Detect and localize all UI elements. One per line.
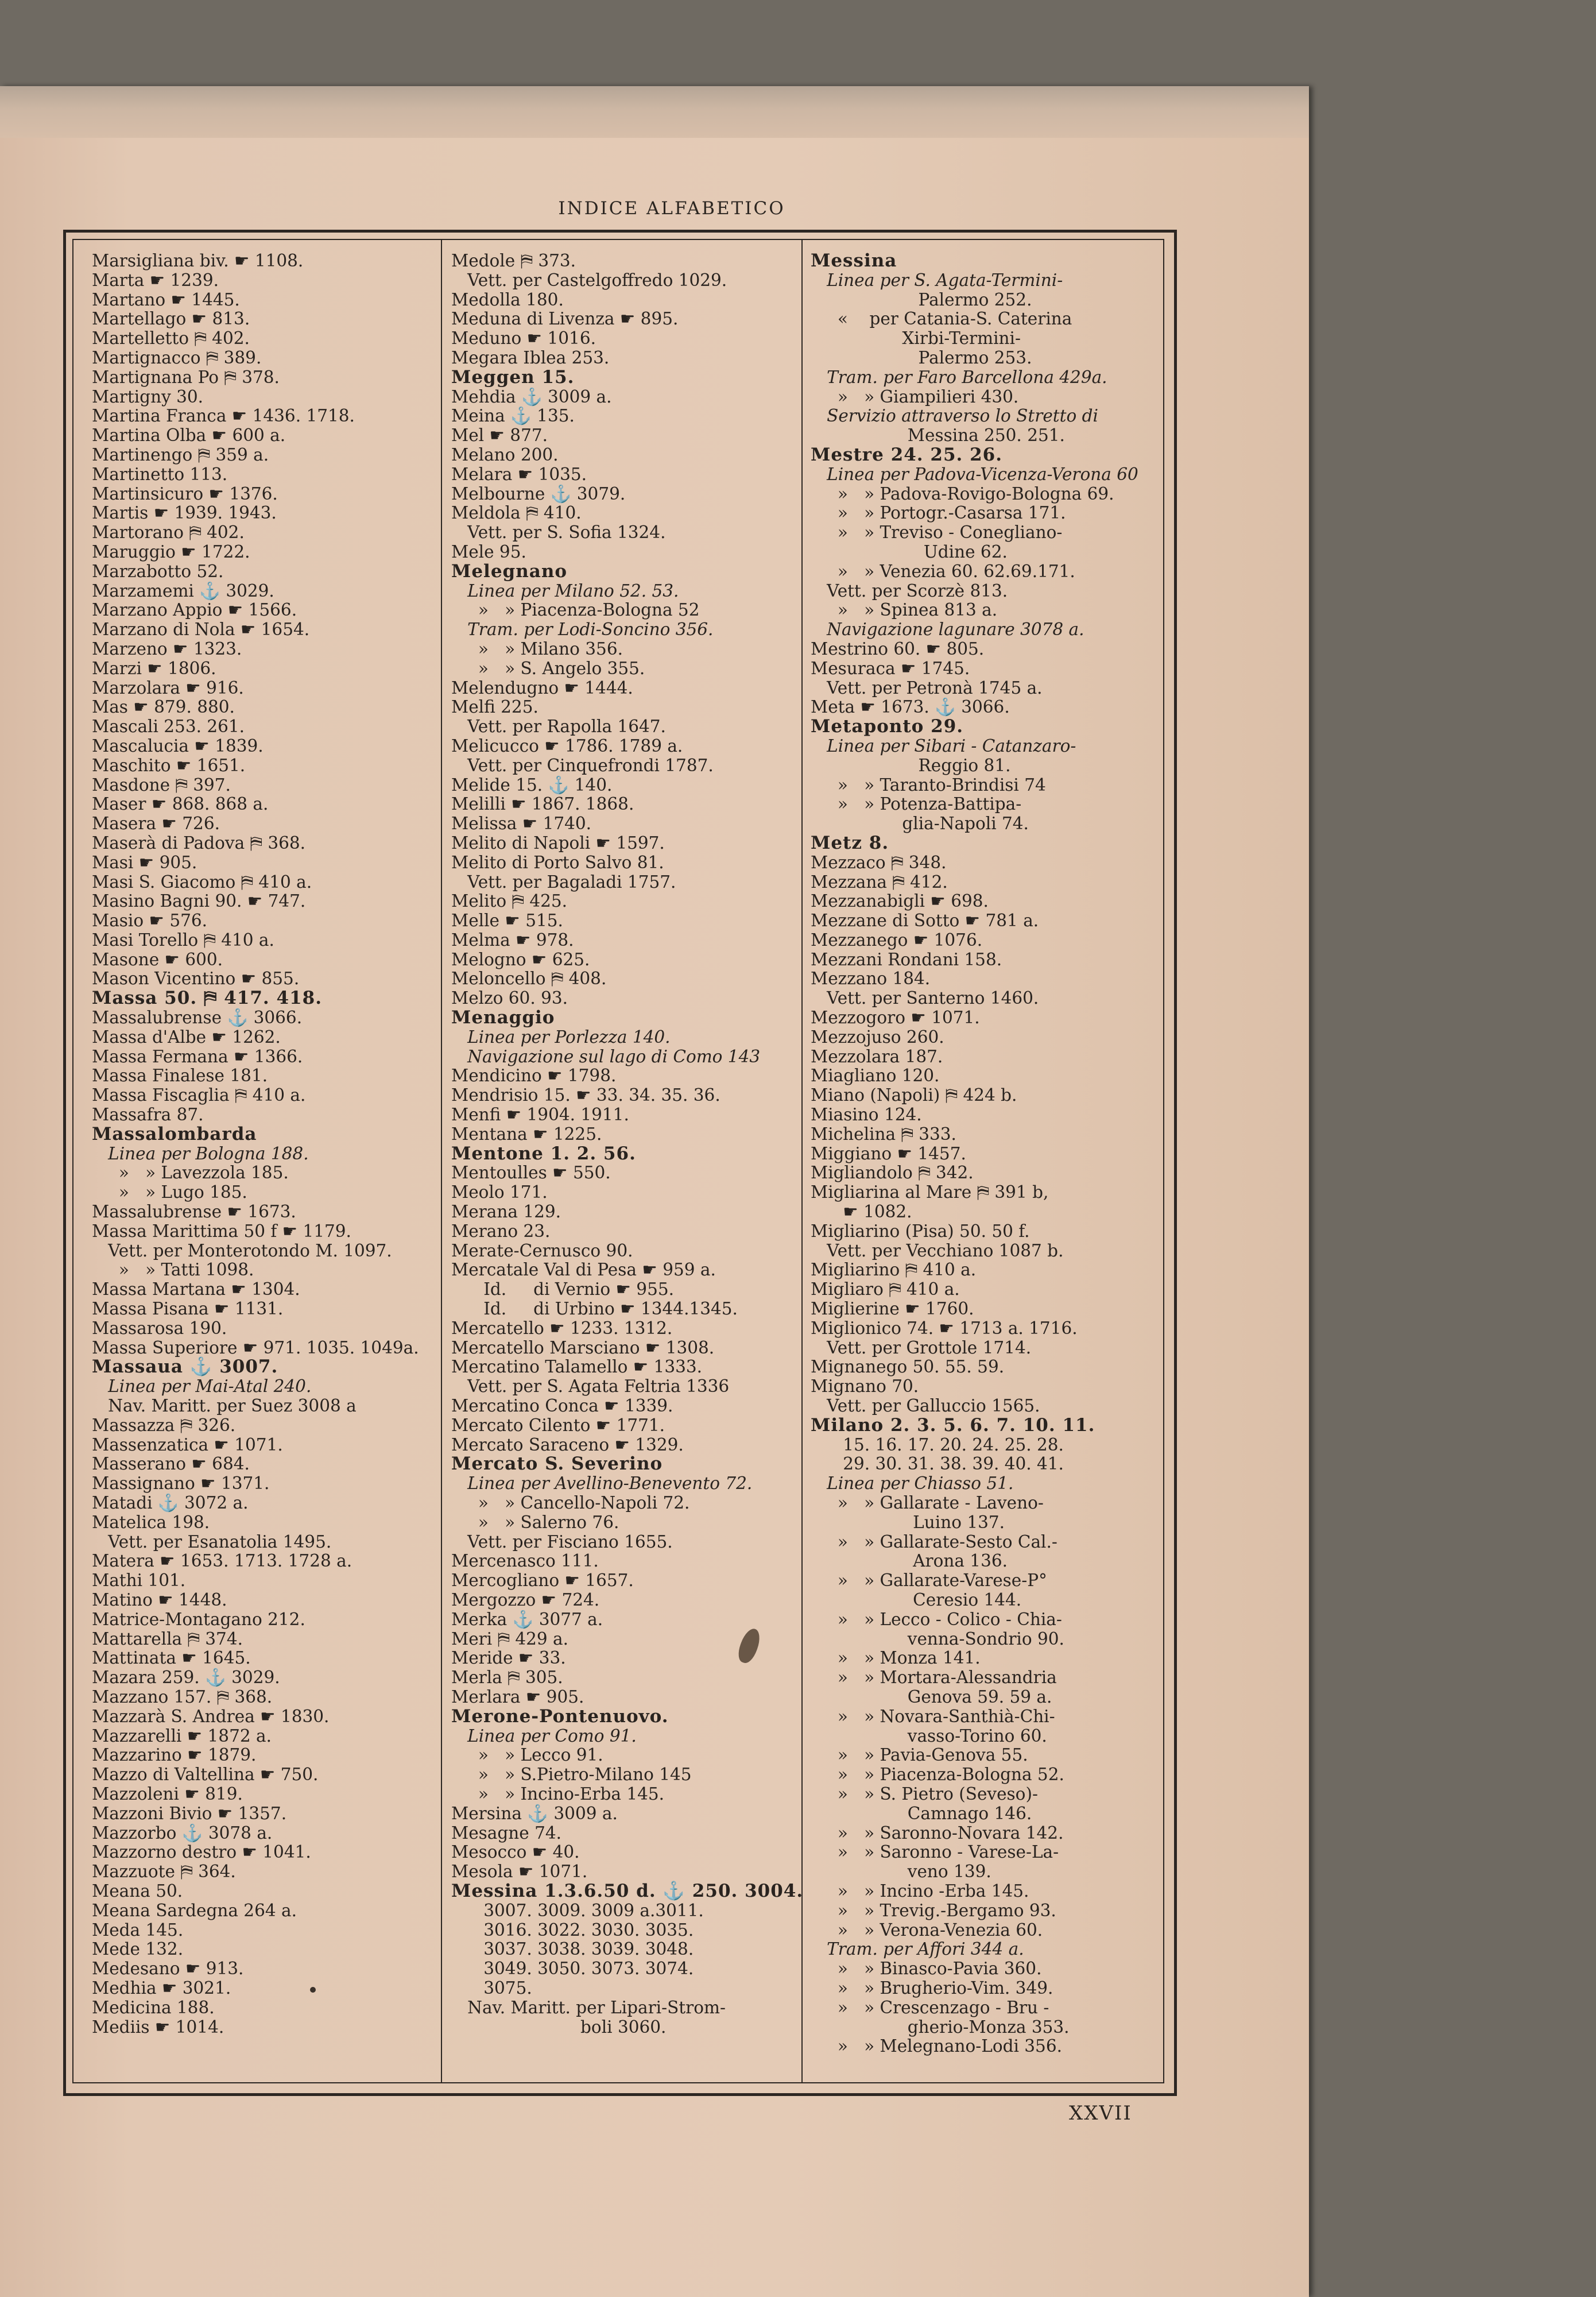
index-entry: Navigazione lagunare 3078 a.: [811, 620, 1084, 640]
index-entry: » » Mortara-Alessandria: [811, 1668, 1057, 1688]
index-entry: Megara Iblea 253.: [451, 347, 610, 368]
index-heading: Mestre 24. 25. 26.: [811, 444, 1003, 465]
index-entry: Martis ☛ 1939. 1943.: [92, 503, 277, 523]
index-entry: Linea per Porlezza 140.: [451, 1027, 671, 1047]
index-entry: Vett. per Esanatolia 1495.: [92, 1532, 332, 1552]
index-entry: Mattarella ⛿ 374.: [92, 1629, 243, 1649]
index-entry: » » Gallarate-Varese-P°: [811, 1571, 1047, 1591]
index-entry: Vett. per Bagaladi 1757.: [451, 872, 676, 892]
index-entry: Melfi 225.: [451, 697, 539, 717]
index-entry: Medole ⛿ 373.: [451, 251, 576, 270]
index-entry: Merla ⛿ 305.: [451, 1668, 563, 1688]
index-entry: Linea per Sibari - Catanzaro-: [811, 736, 1076, 756]
index-entry: Matino ☛ 1448.: [92, 1590, 227, 1610]
index-entry: Masone ☛ 600.: [92, 949, 223, 969]
index-entry: Martinsicuro ☛ 1376.: [92, 484, 278, 504]
index-heading: Messina: [811, 250, 897, 271]
index-entry: Mazzarelli ☛ 1872 a.: [92, 1726, 272, 1746]
index-entry: Meolo 171.: [451, 1182, 548, 1202]
index-entry: Mediis ☛ 1014.: [92, 2017, 224, 2037]
index-heading: Massalombarda: [92, 1123, 257, 1144]
index-entry: Maschito ☛ 1651.: [92, 755, 246, 775]
index-entry: 29. 30. 31. 38. 39. 40. 41.: [811, 1454, 1064, 1474]
index-entry: » » Lugo 185.: [92, 1182, 247, 1202]
index-entry: Maruggio ☛ 1722.: [92, 542, 250, 562]
index-entry: Vett. per Cinquefrondi 1787.: [451, 755, 714, 775]
index-entry: 3049. 3050. 3073. 3074.: [451, 1959, 694, 1979]
index-entry: » » Trevig.-Bergamo 93.: [811, 1900, 1056, 1920]
index-entry: Mignano 70.: [811, 1376, 919, 1397]
index-entry: » » Saronno-Novara 142.: [811, 1823, 1064, 1843]
index-entry: » » Lecco - Colico - Chia-: [811, 1609, 1062, 1629]
index-entry: Mercatino Conca ☛ 1339.: [451, 1396, 673, 1416]
index-heading: Mercato S. Severino: [451, 1453, 663, 1475]
index-entry: » » Saronno - Varese-La-: [811, 1842, 1059, 1862]
index-entry: Medesano ☛ 913.: [92, 1959, 244, 1979]
index-entry: Meda 145.: [92, 1920, 184, 1940]
index-entry: Mehdia ⚓ 3009 a.: [451, 386, 612, 407]
index-entry: » » Crescenzago - Bru -: [811, 1997, 1049, 2017]
index-entry: » » Monza 141.: [811, 1648, 981, 1668]
index-entry: Meina ⚓ 135.: [451, 406, 575, 426]
index-entry: » » Gallarate - Laveno-: [811, 1493, 1044, 1513]
column-divider-1: [441, 239, 442, 2082]
index-entry: veno 139.: [811, 1862, 991, 1882]
index-entry: Martelletto ⛿ 402.: [92, 328, 250, 349]
index-entry: Palermo 252.: [811, 289, 1032, 310]
index-entry: Massignano ☛ 1371.: [92, 1474, 270, 1494]
index-entry: Melogno ☛ 625.: [451, 949, 590, 969]
index-entry: Matadi ⚓ 3072 a.: [92, 1493, 249, 1513]
index-entry: Miagliano 120.: [811, 1066, 940, 1086]
index-entry: » » Incino-Erba 145.: [451, 1784, 664, 1804]
index-entry: Masino Bagni 90. ☛ 747.: [92, 891, 306, 911]
index-entry: Melito di Napoli ☛ 1597.: [451, 833, 665, 853]
index-entry: Mercato Cilento ☛ 1771.: [451, 1415, 665, 1435]
index-entry: Vett. per Monterotondo M. 1097.: [92, 1240, 392, 1260]
index-entry: Meduna di Livenza ☛ 895.: [451, 309, 679, 329]
index-entry: Martellago ☛ 813.: [92, 309, 250, 329]
index-heading: Massaua ⚓ 3007.: [92, 1356, 278, 1378]
index-entry: Tram. per Faro Barcellona 429a.: [811, 367, 1107, 387]
index-entry: Messina 250. 251.: [811, 426, 1065, 446]
index-entry: Miano (Napoli) ⛿ 424 b.: [811, 1085, 1017, 1105]
index-entry: Mentoulles ☛ 550.: [451, 1163, 611, 1183]
index-entry: Mede 132.: [92, 1939, 184, 1959]
index-entry: Melicucco ☛ 1786. 1789 a.: [451, 736, 683, 756]
index-entry: Meloncello ⛿ 408.: [451, 969, 607, 989]
index-column-2: [451, 252, 803, 2037]
index-entry: Tram. per Lodi-Soncino 356.: [451, 620, 714, 640]
index-entry: Martano ☛ 1445.: [92, 289, 240, 310]
index-entry: Mercenasco 111.: [451, 1551, 599, 1571]
index-entry: Linea per S. Agata-Termini-: [811, 270, 1063, 290]
index-entry: Linea per Chiasso 51.: [811, 1474, 1014, 1494]
index-entry: Mercatello Marsciano ☛ 1308.: [451, 1337, 715, 1358]
index-entry: Mascali 253. 261.: [92, 717, 245, 737]
index-entry: Migliaro ⛿ 410 a.: [811, 1279, 960, 1300]
index-entry: Vett. per S. Agata Feltria 1336: [451, 1376, 730, 1397]
index-entry: Marzano Appio ☛ 1566.: [92, 600, 297, 620]
index-entry: Massa Finalese 181.: [92, 1066, 268, 1086]
index-entry: Martina Olba ☛ 600 a.: [92, 426, 286, 446]
index-entry: Marzolara ☛ 916.: [92, 678, 244, 698]
index-entry: Luino 137.: [811, 1512, 1005, 1532]
index-entry: gherio-Monza 353.: [811, 2017, 1070, 2037]
index-entry: Matrice-Montagano 212.: [92, 1609, 305, 1629]
index-entry: Mesuraca ☛ 1745.: [811, 658, 970, 678]
index-entry: » » Lecco 91.: [451, 1745, 603, 1765]
index-entry: Marzamemi ⚓ 3029.: [92, 581, 274, 601]
index-entry: Merana 129.: [451, 1202, 561, 1222]
index-entry: Linea per Padova-Vicenza-Verona 60: [811, 464, 1138, 484]
index-entry: Mezzolara 187.: [811, 1046, 943, 1066]
index-entry: Masi Torello ⛿ 410 a.: [92, 930, 274, 950]
index-entry: venna-Sondrio 90.: [811, 1629, 1064, 1649]
index-entry: Mazzarino ☛ 1879.: [92, 1745, 257, 1765]
ink-dot: [310, 1987, 316, 1993]
index-entry: ☛ 1082.: [811, 1202, 912, 1222]
index-entry: Migliarina al Mare ⛿ 391 b,: [811, 1182, 1049, 1202]
index-entry: Mele 95.: [451, 542, 526, 562]
index-entry: Michelina ⛿ 333.: [811, 1124, 956, 1144]
index-entry: Mercato Saraceno ☛ 1329.: [451, 1434, 684, 1455]
index-entry: Servizio attraverso lo Stretto di: [811, 406, 1098, 426]
index-entry: Migliandolo ⛿ 342.: [811, 1163, 974, 1183]
index-entry: Meana 50.: [92, 1881, 183, 1901]
index-entry: Melilli ☛ 1867. 1868.: [451, 794, 634, 814]
index-entry: Mezzanabigli ☛ 698.: [811, 891, 989, 911]
index-heading: Meggen 15.: [451, 366, 575, 388]
index-entry: Nav. Maritt. per Suez 3008 a: [92, 1396, 357, 1416]
index-entry: Mesocco ☛ 40.: [451, 1842, 580, 1862]
index-entry: Massa Fiscaglia ⛿ 410 a.: [92, 1085, 306, 1105]
index-entry: Mazzarà S. Andrea ☛ 1830.: [92, 1706, 330, 1726]
index-entry: Mezzani Rondani 158.: [811, 949, 1002, 969]
index-entry: Mazzano 157. ⛿ 368.: [92, 1687, 273, 1707]
index-entry: » » Novara-Santhià-Chi-: [811, 1706, 1055, 1726]
index-entry: » » Giampilieri 430.: [811, 386, 1019, 407]
index-heading: Metz 8.: [811, 832, 889, 853]
index-entry: vasso-Torino 60.: [811, 1726, 1047, 1746]
index-entry: Reggio 81.: [811, 755, 1011, 775]
index-entry: Meta ☛ 1673. ⚓ 3066.: [811, 697, 1010, 717]
index-entry: Melito di Porto Salvo 81.: [451, 852, 664, 872]
index-entry: Meri ⛿ 429 a.: [451, 1629, 569, 1649]
index-entry: Melano 200.: [451, 444, 559, 465]
index-entry: Id. di Vernio ☛ 955.: [451, 1279, 674, 1300]
index-entry: » » S. Angelo 355.: [451, 658, 645, 678]
index-entry: Vett. per S. Sofia 1324.: [451, 523, 666, 543]
index-entry: Martigny 30.: [92, 386, 204, 407]
index-entry: boli 3060.: [451, 2017, 667, 2037]
index-entry: Mazzo di Valtellina ☛ 750.: [92, 1765, 319, 1785]
index-entry: Mazzorno destro ☛ 1041.: [92, 1842, 311, 1862]
index-entry: Meduno ☛ 1016.: [451, 328, 596, 349]
index-entry: Martignacco ⛿ 389.: [92, 347, 262, 368]
index-entry: Navigazione sul lago di Como 143: [451, 1046, 761, 1066]
index-entry: » » Salerno 76.: [451, 1512, 619, 1532]
index-entry: » » Tatti 1098.: [92, 1260, 254, 1280]
index-entry: Mel ☛ 877.: [451, 426, 548, 446]
index-entry: Matelica 198.: [92, 1512, 210, 1532]
index-entry: Medhia ☛ 3021.: [92, 1978, 231, 1998]
index-entry: Martorano ⛿ 402.: [92, 523, 245, 543]
index-entry: Melara ☛ 1035.: [451, 464, 587, 484]
index-entry: Medolla 180.: [451, 289, 564, 310]
index-entry: Vett. per Grottole 1714.: [811, 1337, 1032, 1358]
index-entry: » » Piacenza-Bologna 52: [451, 600, 700, 620]
index-entry: Masi ☛ 905.: [92, 852, 197, 872]
index-entry: Massa Fermana ☛ 1366.: [92, 1046, 303, 1066]
index-entry: Mason Vicentino ☛ 855.: [92, 969, 300, 989]
index-entry: Mesola ☛ 1071.: [451, 1862, 588, 1882]
index-entry: » » Treviso - Conegliano-: [811, 523, 1063, 543]
index-entry: Massa Marittima 50 f ☛ 1179.: [92, 1221, 351, 1241]
index-entry: Melito ⛿ 425.: [451, 891, 568, 911]
index-entry: Miggiano ☛ 1457.: [811, 1143, 966, 1163]
index-entry: Marsigliana biv. ☛ 1108.: [92, 251, 304, 270]
index-entry: » » Brugherio-Vim. 349.: [811, 1978, 1053, 1998]
index-entry: Martignana Po ⛿ 378.: [92, 367, 280, 387]
index-entry: Vett. per Castelgoffredo 1029.: [451, 270, 727, 290]
index-heading: Metaponto 29.: [811, 716, 964, 737]
index-entry: » » Padova-Rovigo-Bologna 69.: [811, 484, 1114, 504]
index-entry: Migliarino (Pisa) 50. 50 f.: [811, 1221, 1030, 1241]
index-entry: Massa Superiore ☛ 971. 1035. 1049a.: [92, 1337, 419, 1358]
index-entry: Mercatale Val di Pesa ☛ 959 a.: [451, 1260, 716, 1280]
index-entry: Mazzoni Bivio ☛ 1357.: [92, 1803, 287, 1823]
index-entry: Marta ☛ 1239.: [92, 270, 219, 290]
index-entry: Marzi ☛ 1806.: [92, 658, 216, 678]
index-heading: Melegnano: [451, 560, 568, 582]
index-entry: Merate-Cernusco 90.: [451, 1240, 633, 1260]
index-entry: Merlara ☛ 905.: [451, 1687, 584, 1707]
index-entry: Mergozzo ☛ 724.: [451, 1590, 600, 1610]
index-entry: Linea per Milano 52. 53.: [451, 581, 679, 601]
index-heading: Menaggio: [451, 1007, 555, 1028]
index-entry: » » S. Pietro (Seveso)-: [811, 1784, 1038, 1804]
index-entry: Nav. Maritt. per Lipari-Strom-: [451, 1997, 726, 2017]
index-entry: Vett. per Petronà 1745 a.: [811, 678, 1043, 698]
index-entry: 3016. 3022. 3030. 3035.: [451, 1920, 694, 1940]
index-entry: Mazzorbo ⚓ 3078 a.: [92, 1823, 273, 1843]
index-entry: Matera ☛ 1653. 1713. 1728 a.: [92, 1551, 352, 1571]
index-entry: Massafra 87.: [92, 1105, 204, 1125]
index-entry: » » Piacenza-Bologna 52.: [811, 1765, 1064, 1785]
index-entry: 3037. 3038. 3039. 3048.: [451, 1939, 694, 1959]
index-entry: Merka ⚓ 3077 a.: [451, 1609, 603, 1629]
index-entry: Arona 136.: [811, 1551, 1008, 1571]
index-entry: glia-Napoli 74.: [811, 814, 1029, 834]
index-entry: Mignanego 50. 55. 59.: [811, 1357, 1005, 1377]
index-entry: Mendicino ☛ 1798.: [451, 1066, 617, 1086]
index-entry: Vett. per Galluccio 1565.: [811, 1396, 1040, 1416]
index-entry: Menfi ☛ 1904. 1911.: [451, 1105, 629, 1125]
index-entry: Mercogliano ☛ 1657.: [451, 1571, 634, 1591]
index-entry: Vett. per Scorzè 813.: [811, 581, 1008, 601]
index-entry: Merano 23.: [451, 1221, 551, 1241]
index-entry: » » Cancello-Napoli 72.: [451, 1493, 690, 1513]
index-entry: Massalubrense ☛ 1673.: [92, 1202, 296, 1222]
index-entry: Maserà di Padova ⛿ 368.: [92, 833, 306, 853]
index-entry: Migliarino ⛿ 410 a.: [811, 1260, 977, 1280]
index-entry: » » Lavezzola 185.: [92, 1163, 289, 1183]
index-entry: 15. 16. 17. 20. 24. 25. 28.: [811, 1434, 1064, 1455]
index-entry: Melma ☛ 978.: [451, 930, 574, 950]
index-column-3: [811, 252, 1138, 2056]
index-entry: « per Catania-S. Caterina: [811, 309, 1072, 329]
index-entry: Mercatello ☛ 1233. 1312.: [451, 1318, 673, 1338]
index-entry: Melide 15. ⚓ 140.: [451, 775, 613, 795]
index-entry: Masdone ⛿ 397.: [92, 775, 231, 795]
index-entry: 3007. 3009. 3009 a.3011.: [451, 1900, 704, 1920]
index-entry: Palermo 253.: [811, 347, 1032, 368]
index-entry: Masio ☛ 576.: [92, 911, 208, 931]
index-entry: » » Portogr.-Casarsa 171.: [811, 503, 1066, 523]
index-entry: Tram. per Affori 344 a.: [811, 1939, 1024, 1959]
index-entry: » » Spinea 813 a.: [811, 600, 998, 620]
index-entry: Meana Sardegna 264 a.: [92, 1900, 297, 1920]
index-entry: Martina Franca ☛ 1436. 1718.: [92, 406, 355, 426]
page-number: XXVII: [1069, 2102, 1132, 2125]
index-entry: Mersina ⚓ 3009 a.: [451, 1803, 618, 1823]
index-entry: Mattinata ☛ 1645.: [92, 1648, 251, 1668]
index-entry: Mas ☛ 879. 880.: [92, 697, 235, 717]
index-entry: Martinetto 113.: [92, 464, 228, 484]
index-heading: Massa 50. ⛿ 417. 418.: [92, 988, 323, 1009]
index-entry: Medicina 188.: [92, 1997, 215, 2017]
index-entry: Massarosa 190.: [92, 1318, 227, 1338]
index-entry: Linea per Mai-Atal 240.: [92, 1376, 312, 1397]
index-entry: 3075.: [451, 1978, 532, 1998]
index-entry: Linea per Avellino-Benevento 72.: [451, 1474, 753, 1494]
index-entry: Marzano di Nola ☛ 1654.: [92, 620, 310, 640]
index-entry: Mascalucia ☛ 1839.: [92, 736, 264, 756]
index-entry: Miasino 124.: [811, 1105, 922, 1125]
index-entry: Linea per Bologna 188.: [92, 1143, 309, 1163]
index-entry: Vett. per Rapolla 1647.: [451, 717, 666, 737]
index-entry: Massa Martana ☛ 1304.: [92, 1279, 300, 1300]
index-entry: Melendugno ☛ 1444.: [451, 678, 633, 698]
index-entry: Mezzana ⛿ 412.: [811, 872, 948, 892]
index-entry: Xirbi-Termini-: [811, 328, 1021, 349]
index-entry: » » S.Pietro-Milano 145: [451, 1765, 692, 1785]
index-entry: Mestrino 60. ☛ 805.: [811, 639, 985, 659]
index-entry: Melle ☛ 515.: [451, 911, 563, 931]
index-entry: Maser ☛ 868. 868 a.: [92, 794, 269, 814]
index-heading: Milano 2. 3. 5. 6. 7. 10. 11.: [811, 1414, 1095, 1436]
index-entry: Vett. per Fisciano 1655.: [451, 1532, 673, 1552]
index-entry: Massazza ⛿ 326.: [92, 1415, 236, 1435]
index-entry: » » Milano 356.: [451, 639, 623, 659]
index-column-1: [92, 252, 419, 2037]
index-entry: Marzeno ☛ 1323.: [92, 639, 242, 659]
index-heading: Merone-Pontenuovo.: [451, 1706, 669, 1727]
index-entry: Mazara 259. ⚓ 3029.: [92, 1668, 280, 1688]
index-entry: Ceresio 144.: [811, 1590, 1022, 1610]
index-entry: Marzabotto 52.: [92, 561, 224, 581]
index-entry: » » Pavia-Genova 55.: [811, 1745, 1028, 1765]
index-entry: Massa d'Albe ☛ 1262.: [92, 1027, 281, 1047]
index-entry: Miglierine ☛ 1760.: [811, 1299, 974, 1319]
index-entry: Masi S. Giacomo ⛿ 410 a.: [92, 872, 312, 892]
index-entry: Mendrisio 15. ☛ 33. 34. 35. 36.: [451, 1085, 720, 1105]
index-entry: Mezzogoro ☛ 1071.: [811, 1008, 980, 1028]
index-entry: Miglionico 74. ☛ 1713 a. 1716.: [811, 1318, 1078, 1338]
index-entry: Massa Pisana ☛ 1131.: [92, 1299, 284, 1319]
index-entry: Meride ☛ 33.: [451, 1648, 566, 1668]
index-entry: Melbourne ⚓ 3079.: [451, 484, 626, 504]
index-entry: Melissa ☛ 1740.: [451, 814, 592, 834]
index-entry: Genova 59. 59 a.: [811, 1687, 1052, 1707]
index-entry: Mesagne 74.: [451, 1823, 562, 1843]
index-entry: » » Venezia 60. 62.69.171.: [811, 561, 1075, 581]
index-entry: Vett. per Vecchiano 1087 b.: [811, 1240, 1064, 1260]
index-entry: Id. di Urbino ☛ 1344.1345.: [451, 1299, 738, 1319]
index-entry: Mezzano 184.: [811, 969, 931, 989]
index-entry: Mazzoleni ☛ 819.: [92, 1784, 243, 1804]
index-entry: Vett. per Santerno 1460.: [811, 988, 1039, 1008]
index-entry: Martinengo ⛿ 359 a.: [92, 444, 269, 465]
index-entry: Mentana ☛ 1225.: [451, 1124, 602, 1144]
index-entry: » » Gallarate-Sesto Cal.-: [811, 1532, 1057, 1552]
index-entry: Mercatino Talamello ☛ 1333.: [451, 1357, 703, 1377]
index-entry: » » Binasco-Pavia 360.: [811, 1959, 1042, 1979]
index-entry: Massenzatica ☛ 1071.: [92, 1434, 283, 1455]
index-entry: Masserano ☛ 684.: [92, 1454, 250, 1474]
index-entry: » » Incino -Erba 145.: [811, 1881, 1029, 1901]
index-entry: Massalubrense ⚓ 3066.: [92, 1008, 303, 1028]
index-entry: Mazzuote ⛿ 364.: [92, 1862, 236, 1882]
index-entry: » » Verona-Venezia 60.: [811, 1920, 1043, 1940]
index-entry: Mezzaco ⛿ 348.: [811, 852, 947, 872]
page-header: INDICE ALFABETICO: [558, 198, 785, 219]
index-entry: » » Melegnano-Lodi 356.: [811, 2036, 1062, 2056]
index-entry: Mathi 101.: [92, 1571, 186, 1591]
index-entry: Melzo 60. 93.: [451, 988, 568, 1008]
index-entry: Udine 62.: [811, 542, 1008, 562]
index-entry: Masera ☛ 726.: [92, 814, 220, 834]
index-entry: Camnago 146.: [811, 1803, 1032, 1823]
index-entry: Linea per Como 91.: [451, 1726, 637, 1746]
page-top-edge: [0, 86, 1309, 138]
index-entry: Meldola ⛿ 410.: [451, 503, 582, 523]
index-entry: Mezzojuso 260.: [811, 1027, 944, 1047]
index-entry: Mezzanego ☛ 1076.: [811, 930, 983, 950]
index-entry: » » Taranto-Brindisi 74: [811, 775, 1046, 795]
index-heading: Mentone 1. 2. 56.: [451, 1143, 636, 1164]
index-heading: Messina 1.3.6.50 d. ⚓ 250. 3004.: [451, 1880, 804, 1901]
index-entry: Mezzane di Sotto ☛ 781 a.: [811, 911, 1039, 931]
index-entry: » » Potenza-Battipa-: [811, 794, 1022, 814]
